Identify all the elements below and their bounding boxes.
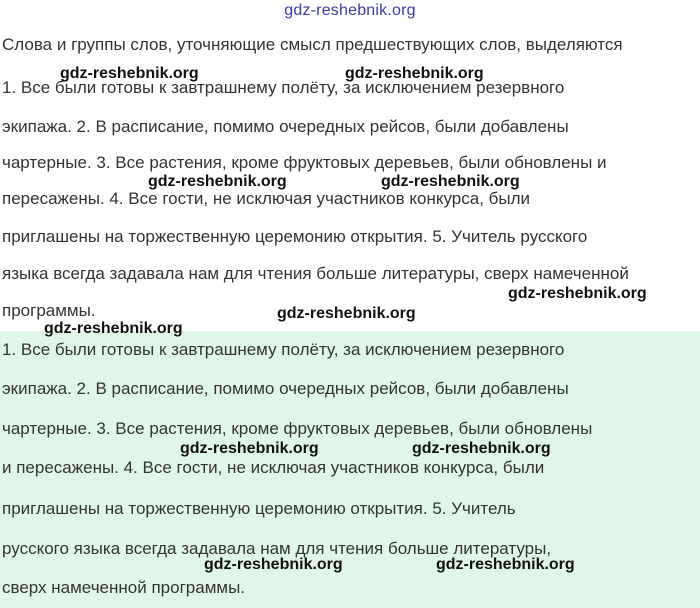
watermark: gdz-reshebnik.org xyxy=(412,440,551,457)
answer-line: чартерные. 3. Все растения, кроме фруктовых деревьев, были обновлены xyxy=(2,419,593,438)
task-line: 1. Все были готовы к завтрашнему полёту, за исключением резервного xyxy=(2,78,565,97)
watermark: gdz-reshebnik.org xyxy=(508,285,647,302)
answer-line: русского языка всегда задавала нам для чтения больше литературы, xyxy=(2,539,552,558)
watermark: gdz-reshebnik.org xyxy=(60,65,199,82)
watermark: gdz-reshebnik.org xyxy=(180,440,319,457)
task-line: программы. xyxy=(2,301,96,320)
answer-line: сверх намеченной программы. xyxy=(2,578,246,597)
watermark: gdz-reshebnik.org xyxy=(204,556,343,573)
watermark: gdz-reshebnik.org xyxy=(345,65,484,82)
task-line: экипажа. 2. В расписание, помимо очередных рейсов, были добавлены xyxy=(2,117,569,136)
answer-text-block xyxy=(0,331,700,608)
answer-line: приглашены на торжественную церемонию открытия. 5. Учитель xyxy=(2,499,516,518)
watermark: gdz-reshebnik.org xyxy=(381,173,520,190)
answer-line: и пересажены. 4. Все гости, не исключая участников конкурса, были xyxy=(2,458,545,477)
top-watermark: gdz-reshebnik.org xyxy=(284,2,416,19)
answer-line: экипажа. 2. В расписание, помимо очередных рейсов, были добавлены xyxy=(2,379,569,398)
task-line: Слова и группы слов, уточняющие смысл предшествующих слов, выделяются xyxy=(2,35,623,54)
watermark: gdz-reshebnik.org xyxy=(44,320,183,337)
task-line: приглашены на торжественную церемонию открытия. 5. Учитель русского xyxy=(2,227,588,246)
task-line: языка всегда задавала нам для чтения больше литературы, сверх намеченной xyxy=(2,264,629,283)
task-line: чартерные. 3. Все растения, кроме фруктовых деревьев, были обновлены и xyxy=(2,153,607,172)
answer-line: 1. Все были готовы к завтрашнему полёту, за исключением резервного xyxy=(2,340,565,359)
watermark: gdz-reshebnik.org xyxy=(277,305,416,322)
watermark: gdz-reshebnik.org xyxy=(436,556,575,573)
task-line: пересажены. 4. Все гости, не исключая участников конкурса, были xyxy=(2,189,531,208)
watermark: gdz-reshebnik.org xyxy=(148,173,287,190)
